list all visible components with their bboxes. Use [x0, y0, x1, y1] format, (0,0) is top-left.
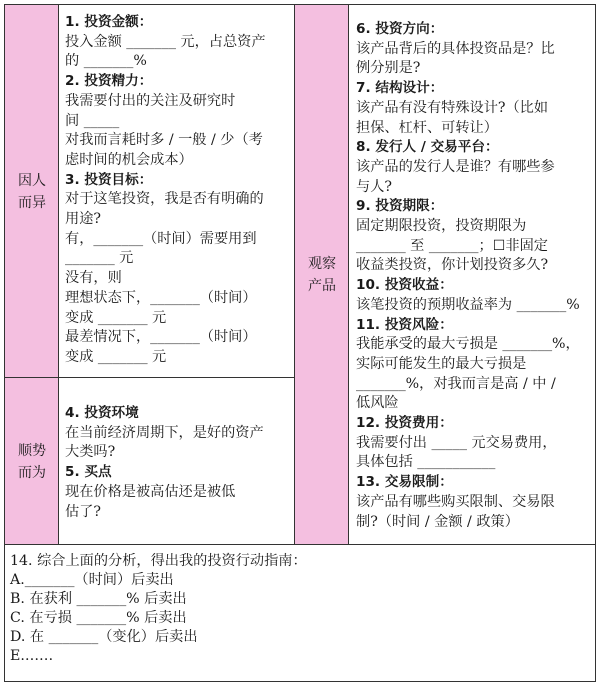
item-heading: 11. 投资风险：	[356, 316, 453, 333]
item-text: 与人?	[356, 178, 392, 195]
item-text: 实际可能发生的最大亏损是	[356, 355, 527, 372]
item-text: 低风险	[356, 395, 399, 412]
item-text: 收益类投资，你计划投资多久?	[356, 257, 549, 274]
item-text: 担保、杠杆、可转让）	[356, 119, 498, 136]
item-text: 该产品的发行人是谁？有哪些参	[356, 158, 555, 175]
item-heading: 9. 投资期限：	[356, 198, 444, 215]
item-heading: 13. 交易限制：	[356, 474, 453, 491]
section-action-guide	[10, 552, 307, 666]
item-text: 现在价格是被高估还是被低	[65, 483, 236, 500]
item-text: 该产品有没有特殊设计?（比如	[356, 99, 549, 116]
item-text: 我需要付出 _____ 元交易费用，	[356, 434, 557, 451]
item-text: 对我而言耗时多 / 一般 / 少（考	[65, 132, 263, 149]
item-text: 用途?	[65, 211, 101, 228]
item-text: 估了?	[65, 503, 101, 520]
item-text: 具体包括 ___________	[356, 454, 496, 471]
label-line: 而为	[18, 465, 46, 481]
section-personal-factors	[65, 13, 266, 368]
divider	[294, 5, 295, 545]
item-text: 间 _____	[65, 112, 120, 129]
divider	[5, 377, 295, 378]
item-text: 大类吗?	[65, 444, 116, 461]
action-option: E.……	[10, 648, 54, 664]
item-text: 没有，则	[65, 270, 122, 287]
item-heading: 1. 投资金额：	[65, 14, 153, 30]
item-text: 在当前经济周期下，是好的资产	[65, 424, 264, 441]
label-line: 而异	[18, 195, 46, 211]
item-heading: 3. 投资目标：	[65, 171, 153, 188]
item-text: _______ 至 _______；☐非固定	[356, 237, 548, 254]
item-text: 固定期限投资，投资期限为	[356, 218, 527, 235]
item-text: 虑时间的机会成本）	[65, 151, 193, 168]
label-line: 顺势	[18, 443, 46, 459]
item-text: 制?（时间 / 金额 / 政策）	[356, 513, 519, 530]
item-heading: 5. 买点	[65, 464, 112, 481]
item-text: _______%，对我而言是高 / 中 /	[356, 375, 556, 392]
action-option: A._______（时间）后卖出	[10, 572, 174, 588]
item-heading: 8. 发行人 / 交易平台：	[356, 139, 499, 156]
item-text: 理想状态下，_______（时间）	[65, 289, 257, 306]
label-line: 产品	[308, 278, 336, 294]
item-text: 有，_______（时间）需要用到	[65, 230, 257, 247]
item-text: 对于这笔投资，我是否有明确的	[65, 191, 264, 208]
section-product-observation	[356, 20, 580, 532]
item-heading: 10. 投资收益：	[356, 277, 453, 294]
item-text: 变成 _______ 元	[65, 348, 167, 365]
item-text: 我能承受的最大亏损是 _______%，	[356, 336, 580, 353]
item-text: 例分别是?	[356, 60, 421, 77]
item-heading: 6. 投资方向：	[356, 21, 444, 37]
item-text: 最差情况下，_______（时间）	[65, 329, 257, 346]
label-line: 因人	[18, 173, 46, 189]
item-text: 的 _______%	[65, 53, 147, 70]
item-heading: 2. 投资精力：	[65, 73, 153, 90]
item-heading: 4. 投资环境	[65, 405, 139, 421]
item-text: 变成 _______ 元	[65, 309, 167, 326]
item-heading: 12. 投资费用：	[356, 415, 453, 432]
divider	[5, 544, 595, 545]
action-guide-heading: 14. 综合上面的分析，得出我的投资行动指南：	[10, 553, 307, 569]
action-option: C. 在亏损 _______% 后卖出	[10, 610, 187, 626]
section-market-factors	[65, 404, 264, 522]
item-text: 投入金额 _______ 元，占总资产	[65, 33, 266, 50]
action-option: D. 在 _______（变化）后卖出	[10, 629, 198, 645]
item-text: 该产品有哪些购买限制、交易限	[356, 493, 555, 510]
label-line: 观察	[308, 256, 336, 272]
item-text: 我需要付出的关注及研究时	[65, 92, 236, 109]
divider	[58, 5, 59, 545]
item-text: _______ 元	[65, 250, 134, 267]
divider	[348, 5, 349, 545]
label-observe-product	[302, 253, 342, 297]
label-follow-trend	[12, 440, 52, 484]
action-option: B. 在获利 _______% 后卖出	[10, 591, 187, 607]
item-heading: 7. 结构设计：	[356, 80, 444, 97]
item-text: 该产品背后的具体投资品是？比	[356, 40, 555, 57]
item-text: 该笔投资的预期收益率为 _______%	[356, 296, 580, 313]
label-factor-person	[12, 170, 52, 214]
